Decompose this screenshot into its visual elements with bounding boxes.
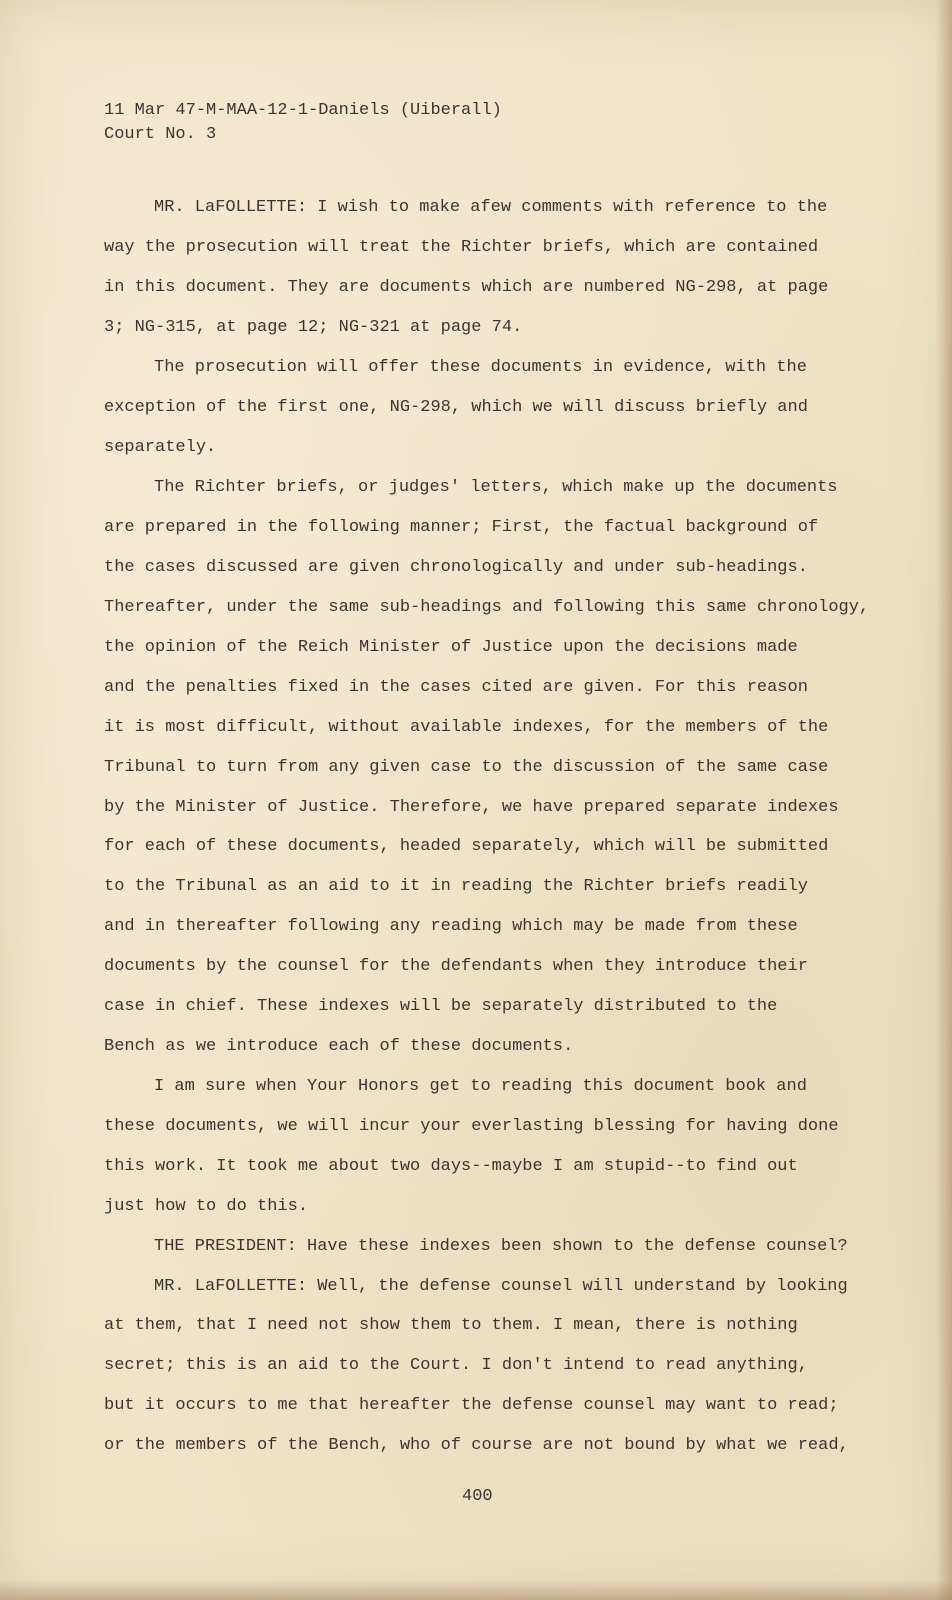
transcript-line: I am sure when Your Honors get to reading this document book and [154,1077,807,1096]
transcript-line: MR. LaFOLLETTE: Well, the defense counsel will understand by looking [154,1277,848,1296]
page-edge-shading [936,0,952,1600]
reference-line: 11 Mar 47-M-MAA-12-1-Daniels (Uiberall) [104,101,502,120]
transcript-line: exception of the first one, NG-298, which we will discuss briefly and [104,398,808,417]
transcript-line: The Richter briefs, or judges' letters, which make up the documents [154,478,838,497]
transcript-line: and the penalties fixed in the cases cited are given. For this reason [104,678,808,697]
transcript-line: separately. [104,438,217,457]
transcript-line: Thereafter, under the same sub-headings and following this same chronology, [104,598,870,617]
transcript-line: the cases discussed are given chronologically and under sub-headings. [104,558,808,577]
transcript-line: this work. It took me about two days--maybe I am stupid--to find out [104,1157,798,1176]
transcript-line: way the prosecution will treat the Richter briefs, which are contained [104,238,819,257]
transcript-line: documents by the counsel for the defendants when they introduce their [104,957,808,976]
page-number: 400 [462,1487,493,1506]
transcript-line: THE PRESIDENT: Have these indexes been shown to the defense counsel? [154,1237,848,1256]
transcript-line: Tribunal to turn from any given case to the discussion of the same case [104,758,829,777]
transcript-line: The prosecution will offer these documents in evidence, with the [154,358,807,377]
court-line: Court No. 3 [104,125,217,144]
transcript-line: the opinion of the Reich Minister of Justice upon the decisions made [104,638,798,657]
transcript-line: are prepared in the following manner; First, the factual background of [104,518,819,537]
transcript-line: but it occurs to me that hereafter the defense counsel may want to read; [104,1396,839,1415]
transcript-line: to the Tribunal as an aid to it in reading the Richter briefs readily [104,877,808,896]
transcript-line: and in thereafter following any reading which may be made from these [104,917,798,936]
transcript-line: or the members of the Bench, who of course are not bound by what we read, [104,1436,849,1455]
transcript-line: in this document. They are documents which are numbered NG-298, at page [104,278,829,297]
transcript-line: for each of these documents, headed separately, which will be submitted [104,837,829,856]
transcript-line: it is most difficult, without available indexes, for the members of the [104,718,829,737]
transcript-line: these documents, we will incur your everlasting blessing for having done [104,1117,839,1136]
transcript-line: 3; NG-315, at page 12; NG-321 at page 74. [104,318,523,337]
transcript-line: secret; this is an aid to the Court. I don't intend to read anything, [104,1356,808,1375]
transcript-line: just how to do this. [104,1197,309,1216]
transcript-line: by the Minister of Justice. Therefore, we have prepared separate indexes [104,798,839,817]
page-bottom-shading [0,1580,952,1600]
document-header [104,99,502,147]
transcript-line: Bench as we introduce each of these documents. [104,1037,574,1056]
transcript-line: case in chief. These indexes will be separately distributed to the [104,997,778,1016]
transcript-line: at them, that I need not show them to them. I mean, there is nothing [104,1316,798,1335]
transcript-line: MR. LaFOLLETTE: I wish to make afew comments with reference to the [154,198,828,217]
